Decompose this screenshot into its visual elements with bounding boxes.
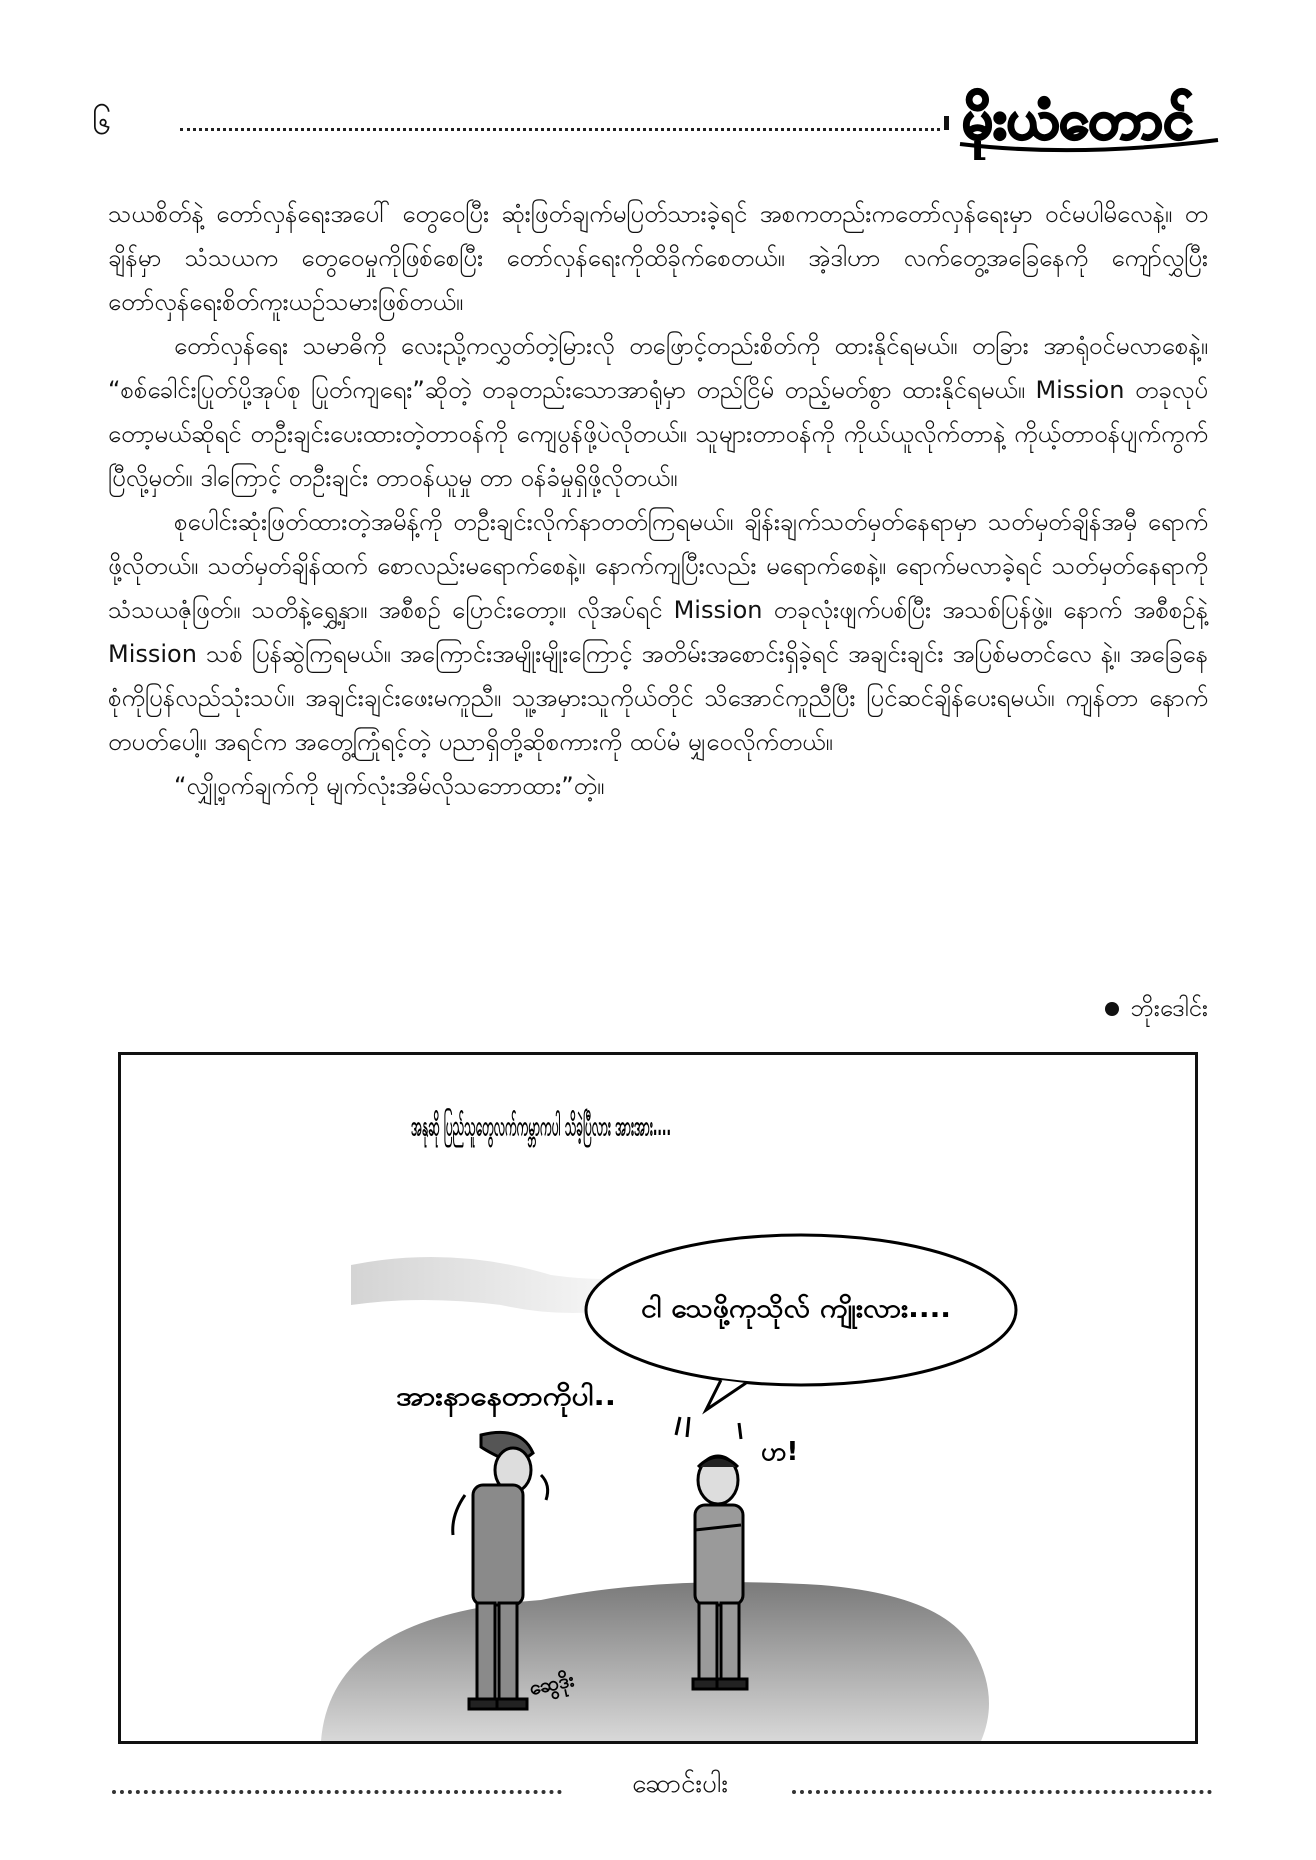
bullet-icon [1105,1002,1119,1016]
header-rule-end [944,116,949,130]
masthead-logo [956,70,1226,160]
cartoon-exclaim: ဟ! [761,1437,799,1467]
paragraph: စုပေါင်းဆုံးဖြတ်ထားတဲ့အမိန့်ကို တဦးချင်းလိုက်နာတတ်ကြရမယ်။ ချိန်းချက်သတ်မှတ်နေရာမှာ သတ်မှတ်ချိန်အမှီ ရောက်ဖို့လိုတယ်။ သတ်မှတ်ချိန်ထက် စောလည်းမရောက်စေနဲ့။ နောက်ကျပြီးလည်း မရောက်စေနဲ့။ ရောက်မလာခဲ့ရင် သတ်မှတ်နေရာကို သံသယဇုံဖြတ်။ သတိနဲ့ရွှေ့နှာ။ အစီစဉ် ပြောင်းတော့။ လိုအပ်ရင် Mission တခုလုံးဖျက်ပစ်ပြီး အသစ်ပြန်ဖွဲ့။ နောက် အစီစဉ်နဲ့ Mission သစ် ပြန်ဆွဲကြရမယ်။ အကြောင်းအမျိုးမျိုးကြောင့် အတိမ်းအစောင်းရှိခဲ့ရင် အချင်းချင်း အပြစ်မတင်လေ နဲ့။ အခြေနေစုံကိုပြန်လည်သုံးသပ်။ အချင်းချင်းဖေးမကူညီ။ သူ့အမှားသူကိုယ်တိုင် သိအောင်ကူညီပြီး ပြင်ဆင်ချိန်ပေးရမယ်။ ကျန်တာ နောက်တပတ်ပေါ့။ အရင်က အတွေ့ကြုံရင့်တဲ့ ပညာရှိတို့ဆိုစကားကို ထပ်မံ မျှဝေလိုက်တယ်။ [108,508,1208,756]
cartoon-panel [118,1052,1198,1744]
footer-dotted-rule-right [792,1790,1212,1794]
article-body [108,192,1208,808]
cartoon-drawing [121,1055,1195,1741]
civilian-figure [693,1456,747,1689]
speech-bubble-text: ငါ သေဖို့ကုသိုလ် ကျိုးလား.... [641,1294,928,1324]
artist-signature: ဆွေဒိုး [527,1667,576,1700]
footer-author: ဆောင်းပါး [632,1769,728,1799]
paragraph: “လျှို့ဝှက်ချက်ကို မျက်လုံးအိမ်လိုသဘောထား”တဲ့။ [174,772,605,800]
page-header [0,70,1316,160]
svg-text:မိုးယံတောင်: မိုးယံတောင် [962,88,1194,151]
byline [1105,992,1208,1028]
cartoon-caption-officer: အားနာနေတာကိုပါ.. [396,1382,590,1412]
page-number: ၆ [92,103,112,143]
paragraph: တော်လှန်ရေး သမာဓိကို လေးညို့ကလွှတ်တဲ့မြားလို တဖြောင့်တည်းစိတ်ကို ထားနိုင်ရမယ်။ တခြား အာရုံဝင်မလာစေနဲ့။ “စစ်ခေါင်းပြုတ်ပို့အုပ်စု ပြုတ်ကျရေး”ဆိုတဲ့ တခုတည်းသောအာရုံမှာ တည်ငြိမ် တည့်မတ်စွာ ထားနိုင်ရမယ်။ Mission တခုလုပ်တော့မယ်ဆိုရင် တဦးချင်းပေးထားတဲ့တာဝန်ကို ကျေပွန်ဖို့ပဲလိုတယ်။ သူများတာဝန်ကို ကိုယ်ယူလိုက်တာနဲ့ ကိုယ့်တာဝန်ပျက်ကွက်ပြီလို့မှတ်။ ဒါကြောင့် တဦးချင်း တာဝန်ယူမှု တာ ဝန်ခံမှုရှိဖို့လိုတယ်။ [108,332,1208,492]
byline-name: ဘိုးဒေါင်း [1130,994,1208,1022]
footer-dotted-rule-left [112,1790,562,1794]
cartoon-caption-top: အနုဆို ပြည်သူတွေလက်ကမ္ဘာကပါ သိခဲ့ပြီလား အားအား.... [411,1109,1022,1142]
paragraph: သယစိတ်နဲ့ တော်လှန်ရေးအပေါ် တွေဝေပြီး ဆုံးဖြတ်ချက်မပြတ်သားခဲ့ရင် အစကတည်းကတော်လှန်ရေးမှာ ဝင်မပါမိလေနဲ့။ တချိန်မှာ သံသယက တွေဝေမှုကိုဖြစ်စေပြီး တော်လှန်ရေးကိုထိခိုက်စေတယ်။ အဲ့ဒါဟာ လက်တွေ့အခြေနေကို ကျော်လွှပြီး တော်လှန်ရေးစိတ်ကူးယဉ်သမားဖြစ်တယ်။ [108,200,1208,316]
header-dotted-rule [180,128,940,131]
